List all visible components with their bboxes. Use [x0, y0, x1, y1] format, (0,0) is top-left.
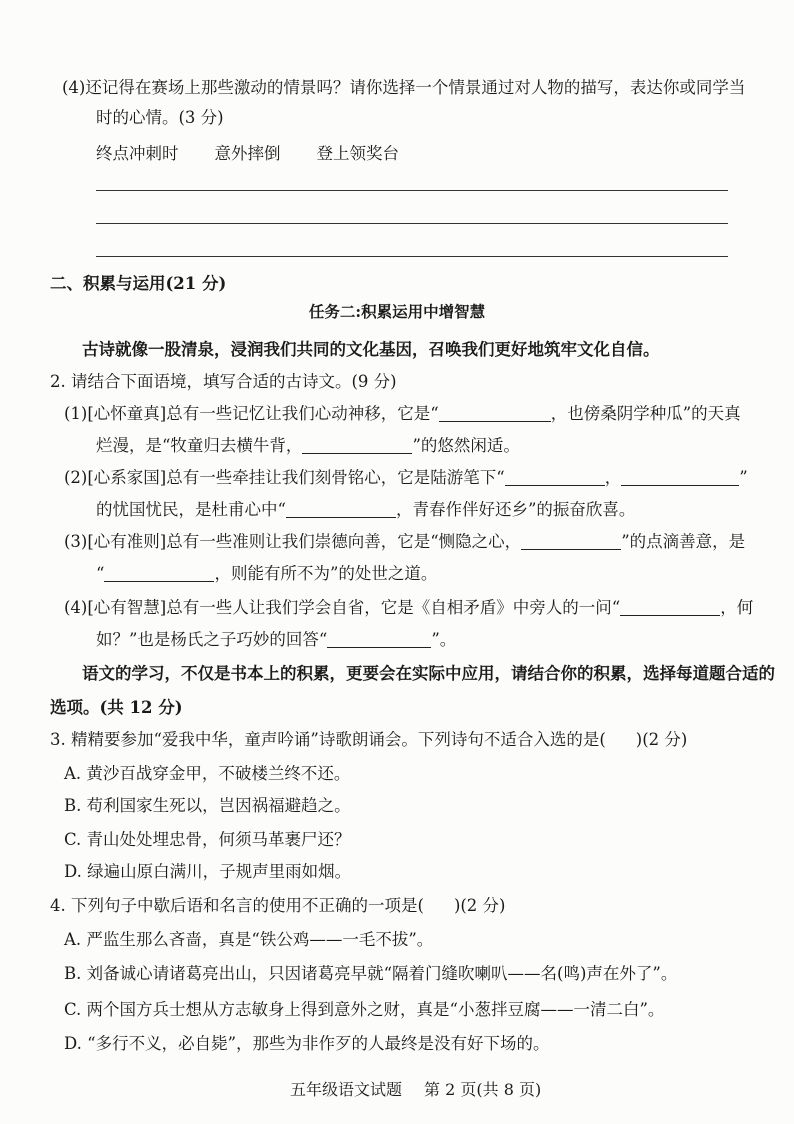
q1-4-options: [96, 142, 399, 166]
fill-blank-2-2b[interactable]: [621, 467, 739, 486]
q2-title: 2. 请结合下面语境，填写合适的古诗文。(9 分): [50, 372, 397, 391]
q3-option-d: D. 绿遍山原白满川，子规声里雨如烟。: [64, 862, 352, 881]
scene-option-2: 意外摔倒: [214, 144, 281, 163]
q3-option-b: B. 苟利国家生死以，岂因祸福避趋之。: [64, 796, 351, 815]
fill-blank-2-4b[interactable]: [327, 629, 431, 648]
fill-blank-2-4a[interactable]: [620, 597, 720, 616]
q1-4-line2: 时的心情。(3 分): [96, 108, 224, 127]
q4-stem: 4. 下列句子中歇后语和名言的使用不正确的一项是( )(2 分): [50, 896, 506, 915]
q2-1-line2: 烂漫，是“牧童归去横牛背， ”的悠然闲适。: [96, 436, 520, 455]
q2-1-line1: (1)[心怀童真]总有一些记忆让我们心动神移，它是“ ，也傍桑阴学种瓜”的天真: [64, 404, 741, 423]
fill-blank-2-3b[interactable]: [104, 563, 214, 582]
answer-line-3[interactable]: [96, 256, 728, 257]
scene-option-3: 登上领奖台: [316, 144, 399, 163]
q3-stem: 3. 精精要参加“爱我中华，童声吟诵”诗歌朗诵会。下列诗句不适合入选的是( )(2 分): [50, 730, 688, 749]
q4-option-c: C. 两个国方兵士想从方志敏身上得到意外之财，真是“小葱拌豆腐——一清二白”。: [64, 1000, 665, 1019]
q4-option-b: B. 刘备诚心请诸葛亮出山，只因诸葛亮早就“隔着门缝吹喇叭——名(鸣)声在外了”。: [64, 964, 678, 983]
section-intro: 古诗就像一股清泉，浸润我们共同的文化基因，召唤我们更好地筑牢文化自信。: [82, 340, 660, 359]
q2-2-line2: 的忧国忧民，是杜甫心中“ ，青春作伴好还乡”的振奋欣喜。: [96, 500, 636, 519]
fill-blank-2-2c[interactable]: [286, 499, 396, 518]
footer: [290, 1078, 541, 1102]
section-heading: 二、积累与运用(21 分): [50, 274, 227, 293]
q2-4-line1: (4)[心有智慧]总有一些人让我们学会自省，它是《自相矛盾》中旁人的一问“ ，何: [64, 598, 754, 617]
answer-line-2[interactable]: [96, 223, 728, 224]
fill-blank-2-1a[interactable]: [439, 403, 551, 422]
q1-4-line1: (4)还记得在赛场上那些激动的情景吗？请你选择一个情景通过对人物的描写，表达你或同学当: [62, 78, 746, 97]
task-title: 任务二:积累运用中增智慧: [308, 302, 486, 321]
fill-blank-2-1b[interactable]: [302, 435, 412, 454]
fill-blank-2-3a[interactable]: [521, 531, 621, 550]
q2-2-line1: (2)[心系家国]总有一些牵挂让我们刻骨铭心，它是陆游笔下“ ， ”: [64, 468, 748, 487]
q2-3-line2: “ ，则能有所不为”的处世之道。: [96, 564, 438, 583]
q3-option-c: C. 青山处处埋忠骨，何须马革裹尸还？: [64, 830, 351, 849]
q4-option-d: D. “多行不义，必自毙”，那些为非作歹的人最终是没有好下场的。: [64, 1034, 550, 1053]
q4-option-a: A. 严监生那么吝啬，真是“铁公鸡——一毛不拔”。: [64, 930, 434, 949]
transition-line2: 选项。(共 12 分): [50, 698, 183, 717]
q2-4-line2: 如？”也是杨氏之子巧妙的回答“ ”。: [96, 630, 457, 649]
footer-page-number: 第 2 页(共 8 页): [424, 1080, 542, 1099]
q2-3-line1: (3)[心有准则]总有一些准则让我们崇德向善，它是“恻隐之心， ”的点滴善意，是: [64, 532, 746, 551]
answer-line-1[interactable]: [96, 190, 728, 191]
transition-line1: 语文的学习，不仅是书本上的积累，更要会在实际中应用，请结合你的积累，选择每道题合适的: [82, 664, 775, 683]
footer-exam-name: 五年级语文试题: [290, 1080, 403, 1099]
fill-blank-2-2a[interactable]: [505, 467, 605, 486]
scene-option-1: 终点冲刺时: [96, 144, 179, 163]
q3-option-a: A. 黄沙百战穿金甲，不破楼兰终不还。: [64, 764, 351, 783]
